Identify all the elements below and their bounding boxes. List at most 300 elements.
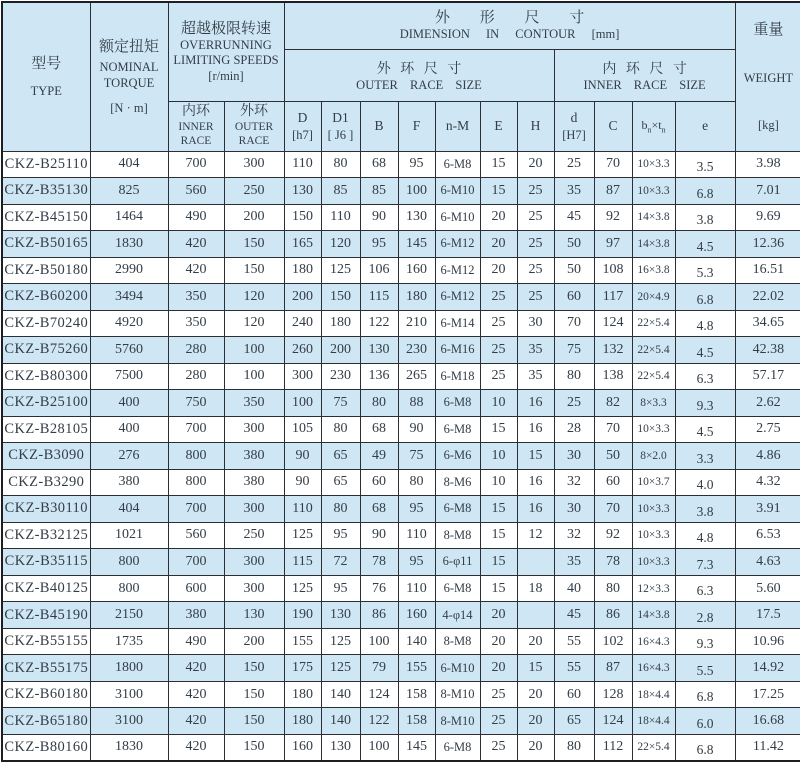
cell-nominal-torque: 400 — [90, 416, 168, 443]
cell-type: CKZ-B25100 — [2, 390, 90, 417]
cell-outer-race-speed: 300 — [224, 151, 284, 178]
table-row — [2, 151, 800, 178]
cell-d: 60 — [554, 681, 594, 708]
cell-nominal-torque: 4920 — [90, 310, 168, 337]
header-weight-zh: 重量 — [753, 21, 784, 38]
spec-table — [1, 1, 800, 762]
cell-d: 45 — [554, 204, 594, 231]
cell-d: 30 — [554, 443, 594, 470]
cell-nominal-torque: 800 — [90, 549, 168, 576]
cell-inner-race-speed: 280 — [168, 337, 224, 364]
table-header — [2, 2, 800, 151]
cell-B: 115 — [360, 284, 398, 311]
cell-inner-race-speed: 700 — [168, 496, 224, 523]
cell-weight: 42.38 — [735, 337, 800, 364]
cell-F: 88 — [398, 390, 435, 417]
cell-B: 100 — [360, 628, 398, 655]
cell-type: CKZ-B35115 — [2, 549, 90, 576]
cell-e: 4.0 — [675, 469, 735, 496]
cell-nominal-torque: 825 — [90, 178, 168, 205]
cell-inner-race-speed: 420 — [168, 655, 224, 682]
cell-weight: 17.25 — [735, 681, 800, 708]
header-weight-en: WEIGHT — [743, 71, 794, 86]
header-outer-size-zh: 外 环 尺 寸 — [376, 61, 462, 77]
cell-inner-race-speed: 800 — [168, 469, 224, 496]
cell-F: 110 — [398, 575, 435, 602]
cell-nM: 6-M6 — [435, 443, 480, 470]
cell-D1: 140 — [321, 681, 360, 708]
cell-type: CKZ-B35130 — [2, 178, 90, 205]
cell-e: 6.8 — [675, 178, 735, 205]
cell-nM: 6-φ11 — [435, 549, 480, 576]
cell-inner-race-speed: 700 — [168, 416, 224, 443]
cell-outer-race-speed: 350 — [224, 390, 284, 417]
cell-d: 55 — [554, 628, 594, 655]
cell-D: 200 — [284, 284, 321, 311]
cell-nM: 6-M8 — [435, 734, 480, 761]
cell-D: 110 — [284, 151, 321, 178]
cell-D1: 110 — [321, 204, 360, 231]
cell-d: 80 — [554, 734, 594, 761]
table-row — [2, 284, 800, 311]
cell-B: 95 — [360, 231, 398, 258]
cell-D1: 80 — [321, 496, 360, 523]
cell-e: 4.8 — [675, 522, 735, 549]
table-row — [2, 496, 800, 523]
cell-D: 180 — [284, 257, 321, 284]
cell-B: 130 — [360, 337, 398, 364]
header-col-E: E — [480, 101, 517, 151]
table-row — [2, 204, 800, 231]
cell-nM: 6-M10 — [435, 178, 480, 205]
cell-bxt: 22×5.4 — [632, 734, 675, 761]
cell-type: CKZ-B30110 — [2, 496, 90, 523]
cell-inner-race-speed: 420 — [168, 734, 224, 761]
cell-C: 92 — [594, 522, 632, 549]
header-outer-speed — [224, 101, 284, 151]
cell-E: 20 — [480, 231, 517, 258]
cell-F: 155 — [398, 655, 435, 682]
cell-e: 4.5 — [675, 416, 735, 443]
cell-outer-race-speed: 380 — [224, 443, 284, 470]
cell-F: 160 — [398, 257, 435, 284]
cell-F: 158 — [398, 708, 435, 735]
header-outer-speed-en2: RACE — [238, 135, 270, 148]
cell-weight: 14.92 — [735, 655, 800, 682]
table-row — [2, 522, 800, 549]
cell-C: 80 — [594, 575, 632, 602]
cell-inner-race-speed: 350 — [168, 284, 224, 311]
cell-nM: 6-M10 — [435, 655, 480, 682]
cell-D1: 65 — [321, 469, 360, 496]
cell-nominal-torque: 1800 — [90, 655, 168, 682]
cell-outer-race-speed: 380 — [224, 469, 284, 496]
header-torque-en1: NOMINAL — [99, 60, 159, 75]
cell-outer-race-speed: 150 — [224, 231, 284, 258]
cell-e: 5.3 — [675, 257, 735, 284]
cell-weight: 7.01 — [735, 178, 800, 205]
header-inner-size-zh: 内 环 尺 寸 — [602, 61, 687, 77]
header-type-en: TYPE — [30, 83, 62, 98]
table-row — [2, 469, 800, 496]
cell-e: 3.8 — [675, 496, 735, 523]
cell-F: 95 — [398, 549, 435, 576]
cell-type: CKZ-B60180 — [2, 681, 90, 708]
cell-outer-race-speed: 300 — [224, 496, 284, 523]
table-row — [2, 681, 800, 708]
cell-D1: 150 — [321, 284, 360, 311]
cell-weight: 11.42 — [735, 734, 800, 761]
cell-F: 180 — [398, 284, 435, 311]
header-speeds-unit: [r/min] — [208, 68, 244, 83]
header-speeds-zh: 超越极限转速 — [180, 20, 271, 37]
cell-B: 68 — [360, 496, 398, 523]
cell-H: 15 — [517, 443, 554, 470]
header-col-B: B — [360, 101, 398, 151]
cell-E: 25 — [480, 681, 517, 708]
header-col-D: D [h7] — [284, 101, 321, 151]
cell-e: 5.5 — [675, 655, 735, 682]
table-row — [2, 655, 800, 682]
cell-e: 4.5 — [675, 231, 735, 258]
cell-D1: 80 — [321, 151, 360, 178]
cell-C: 124 — [594, 708, 632, 735]
cell-C: 60 — [594, 469, 632, 496]
cell-d: 55 — [554, 655, 594, 682]
cell-B: 68 — [360, 151, 398, 178]
cell-bxt: 22×5.4 — [632, 310, 675, 337]
cell-d: 60 — [554, 284, 594, 311]
cell-type: CKZ-B50165 — [2, 231, 90, 258]
cell-E: 20 — [480, 655, 517, 682]
cell-weight: 2.62 — [735, 390, 800, 417]
cell-E: 10 — [480, 469, 517, 496]
cell-inner-race-speed: 700 — [168, 151, 224, 178]
cell-D: 100 — [284, 390, 321, 417]
table-row — [2, 575, 800, 602]
cell-nominal-torque: 7500 — [90, 363, 168, 390]
cell-H: 25 — [517, 284, 554, 311]
cell-D: 175 — [284, 655, 321, 682]
cell-B: 60 — [360, 469, 398, 496]
cell-nominal-torque: 404 — [90, 496, 168, 523]
cell-H: 20 — [517, 734, 554, 761]
cell-outer-race-speed: 120 — [224, 284, 284, 311]
cell-D: 150 — [284, 204, 321, 231]
cell-nM: 6-M8 — [435, 416, 480, 443]
cell-F: 100 — [398, 178, 435, 205]
cell-weight: 6.53 — [735, 522, 800, 549]
cell-D1: 200 — [321, 337, 360, 364]
cell-F: 90 — [398, 416, 435, 443]
header-speeds-en2: LIMITING SPEEDS — [173, 53, 279, 68]
cell-nM: 8-M10 — [435, 681, 480, 708]
table-row — [2, 337, 800, 364]
cell-E: 25 — [480, 284, 517, 311]
header-weight-unit: [kg] — [757, 118, 779, 133]
header-torque-zh: 额定扭矩 — [98, 39, 159, 56]
cell-nominal-torque: 1735 — [90, 628, 168, 655]
cell-type: CKZ-B60200 — [2, 284, 90, 311]
cell-d: 32 — [554, 469, 594, 496]
cell-C: 108 — [594, 257, 632, 284]
header-col-e: e — [675, 101, 735, 151]
cell-nM: 8-M8 — [435, 628, 480, 655]
cell-H — [517, 602, 554, 629]
cell-D: 115 — [284, 549, 321, 576]
cell-d: 25 — [554, 390, 594, 417]
table-row — [2, 602, 800, 629]
cell-D1: 65 — [321, 443, 360, 470]
cell-nominal-torque: 1464 — [90, 204, 168, 231]
header-inner-speed-en2: RACE — [180, 135, 212, 148]
cell-weight: 3.98 — [735, 151, 800, 178]
cell-D1: 130 — [321, 602, 360, 629]
cell-outer-race-speed: 100 — [224, 363, 284, 390]
cell-D1: 75 — [321, 390, 360, 417]
cell-type: CKZ-B25110 — [2, 151, 90, 178]
header-dimension — [284, 2, 735, 49]
cell-D1: 230 — [321, 363, 360, 390]
cell-E: 10 — [480, 443, 517, 470]
cell-outer-race-speed: 150 — [224, 708, 284, 735]
cell-e: 9.3 — [675, 628, 735, 655]
cell-d: 25 — [554, 151, 594, 178]
cell-d: 50 — [554, 231, 594, 258]
cell-nominal-torque: 400 — [90, 390, 168, 417]
cell-D1: 95 — [321, 575, 360, 602]
cell-nM: 6-M12 — [435, 257, 480, 284]
cell-D: 190 — [284, 602, 321, 629]
cell-F: 80 — [398, 469, 435, 496]
cell-E: 15 — [480, 178, 517, 205]
cell-F: 75 — [398, 443, 435, 470]
cell-nominal-torque: 276 — [90, 443, 168, 470]
header-col-C: C — [594, 101, 632, 151]
cell-outer-race-speed: 120 — [224, 310, 284, 337]
cell-F: 95 — [398, 151, 435, 178]
cell-F: 160 — [398, 602, 435, 629]
cell-inner-race-speed: 350 — [168, 310, 224, 337]
cell-C: 87 — [594, 178, 632, 205]
cell-C: 87 — [594, 655, 632, 682]
cell-D: 125 — [284, 575, 321, 602]
cell-D: 90 — [284, 469, 321, 496]
cell-outer-race-speed: 300 — [224, 575, 284, 602]
table-row — [2, 734, 800, 761]
cell-bxt: 8×2.0 — [632, 443, 675, 470]
cell-d: 40 — [554, 575, 594, 602]
cell-bxt: 10×3.7 — [632, 469, 675, 496]
cell-d: 80 — [554, 363, 594, 390]
cell-B: 122 — [360, 708, 398, 735]
cell-H — [517, 549, 554, 576]
cell-H: 30 — [517, 310, 554, 337]
cell-nM: 6-M12 — [435, 231, 480, 258]
cell-bxt: 10×3.3 — [632, 522, 675, 549]
cell-inner-race-speed: 420 — [168, 231, 224, 258]
table-row — [2, 708, 800, 735]
cell-type: CKZ-B50180 — [2, 257, 90, 284]
cell-H: 18 — [517, 575, 554, 602]
cell-B: 79 — [360, 655, 398, 682]
cell-B: 78 — [360, 549, 398, 576]
cell-weight: 16.51 — [735, 257, 800, 284]
cell-bxt: 10×3.3 — [632, 416, 675, 443]
cell-E: 25 — [480, 708, 517, 735]
header-col-bxt: $b_n\times t_n$ — [632, 101, 675, 151]
cell-E: 15 — [480, 549, 517, 576]
header-torque-unit: [N · m] — [110, 100, 148, 115]
cell-bxt: 10×3.3 — [632, 549, 675, 576]
cell-inner-race-speed: 420 — [168, 681, 224, 708]
cell-E: 15 — [480, 151, 517, 178]
cell-B: 100 — [360, 734, 398, 761]
cell-C: 117 — [594, 284, 632, 311]
cell-e: 3.5 — [675, 151, 735, 178]
cell-B: 90 — [360, 522, 398, 549]
cell-type: CKZ-B80160 — [2, 734, 90, 761]
cell-bxt: 16×3.8 — [632, 257, 675, 284]
cell-nominal-torque: 380 — [90, 469, 168, 496]
cell-B: 136 — [360, 363, 398, 390]
cell-C: 70 — [594, 496, 632, 523]
cell-D: 180 — [284, 681, 321, 708]
header-outer-speed-en1: OUTER — [234, 121, 274, 134]
cell-type: CKZ-B45150 — [2, 204, 90, 231]
cell-H: 16 — [517, 390, 554, 417]
cell-outer-race-speed: 130 — [224, 602, 284, 629]
cell-H: 20 — [517, 151, 554, 178]
cell-nM: 4-φ14 — [435, 602, 480, 629]
cell-F: 210 — [398, 310, 435, 337]
cell-outer-race-speed: 250 — [224, 178, 284, 205]
cell-D1: 125 — [321, 257, 360, 284]
table-row — [2, 363, 800, 390]
cell-nM: 8-M8 — [435, 522, 480, 549]
cell-H: 25 — [517, 178, 554, 205]
cell-C: 138 — [594, 363, 632, 390]
cell-C: 70 — [594, 416, 632, 443]
cell-B: 76 — [360, 575, 398, 602]
cell-nM: 6-M10 — [435, 204, 480, 231]
table-row — [2, 257, 800, 284]
cell-bxt: 14×3.8 — [632, 204, 675, 231]
cell-d: 75 — [554, 337, 594, 364]
cell-B: 85 — [360, 178, 398, 205]
cell-bxt: 10×3.3 — [632, 151, 675, 178]
cell-D: 300 — [284, 363, 321, 390]
header-speeds — [168, 2, 284, 101]
cell-nominal-torque: 404 — [90, 151, 168, 178]
cell-weight: 4.32 — [735, 469, 800, 496]
cell-outer-race-speed: 150 — [224, 681, 284, 708]
cell-inner-race-speed: 750 — [168, 390, 224, 417]
cell-weight: 3.91 — [735, 496, 800, 523]
cell-type: CKZ-B3090 — [2, 443, 90, 470]
cell-F: 140 — [398, 628, 435, 655]
cell-inner-race-speed: 420 — [168, 708, 224, 735]
cell-e: 3.3 — [675, 443, 735, 470]
cell-H: 25 — [517, 257, 554, 284]
cell-nominal-torque: 1830 — [90, 231, 168, 258]
cell-B: 122 — [360, 310, 398, 337]
cell-E: 25 — [480, 337, 517, 364]
header-torque — [90, 2, 168, 151]
header-col-d: d [H7] — [554, 101, 594, 151]
cell-type: CKZ-B55155 — [2, 628, 90, 655]
cell-C: 132 — [594, 337, 632, 364]
cell-nominal-torque: 1021 — [90, 522, 168, 549]
cell-d: 65 — [554, 708, 594, 735]
cell-e: 4.8 — [675, 310, 735, 337]
cell-d: 35 — [554, 178, 594, 205]
cell-e: 7.3 — [675, 549, 735, 576]
cell-nM: 6-M12 — [435, 284, 480, 311]
cell-weight: 12.36 — [735, 231, 800, 258]
cell-C: 50 — [594, 443, 632, 470]
cell-nominal-torque: 3100 — [90, 681, 168, 708]
cell-D: 165 — [284, 231, 321, 258]
cell-inner-race-speed: 560 — [168, 178, 224, 205]
cell-D1: 72 — [321, 549, 360, 576]
cell-outer-race-speed: 200 — [224, 204, 284, 231]
table-row — [2, 390, 800, 417]
cell-inner-race-speed: 280 — [168, 363, 224, 390]
cell-E: 20 — [480, 628, 517, 655]
cell-inner-race-speed: 560 — [168, 522, 224, 549]
cell-C: 112 — [594, 734, 632, 761]
cell-B: 68 — [360, 416, 398, 443]
cell-E: 20 — [480, 204, 517, 231]
cell-H: 16 — [517, 416, 554, 443]
cell-weight: 17.5 — [735, 602, 800, 629]
cell-weight: 10.96 — [735, 628, 800, 655]
header-inner-race-size — [554, 49, 735, 101]
cell-e: 9.3 — [675, 390, 735, 417]
cell-e: 6.8 — [675, 734, 735, 761]
cell-e: 3.8 — [675, 204, 735, 231]
cell-E: 15 — [480, 522, 517, 549]
cell-type: CKZ-B75260 — [2, 337, 90, 364]
cell-e: 2.8 — [675, 602, 735, 629]
cell-nM: 6-M8 — [435, 151, 480, 178]
cell-H: 35 — [517, 363, 554, 390]
cell-inner-race-speed: 420 — [168, 257, 224, 284]
cell-D: 180 — [284, 708, 321, 735]
cell-C: 86 — [594, 602, 632, 629]
cell-outer-race-speed: 100 — [224, 337, 284, 364]
cell-B: 90 — [360, 204, 398, 231]
cell-outer-race-speed: 300 — [224, 416, 284, 443]
cell-E: 25 — [480, 734, 517, 761]
cell-H: 20 — [517, 628, 554, 655]
table-row — [2, 178, 800, 205]
cell-outer-race-speed: 300 — [224, 549, 284, 576]
cell-type: CKZ-B28105 — [2, 416, 90, 443]
cell-H: 12 — [517, 522, 554, 549]
table-row — [2, 310, 800, 337]
header-type — [2, 2, 90, 151]
cell-E: 15 — [480, 496, 517, 523]
cell-bxt: 10×3.3 — [632, 496, 675, 523]
cell-type: CKZ-B70240 — [2, 310, 90, 337]
cell-C: 128 — [594, 681, 632, 708]
cell-nominal-torque: 2150 — [90, 602, 168, 629]
header-col-nM: n-M — [435, 101, 480, 151]
cell-bxt: 18×4.4 — [632, 708, 675, 735]
cell-type: CKZ-B55175 — [2, 655, 90, 682]
